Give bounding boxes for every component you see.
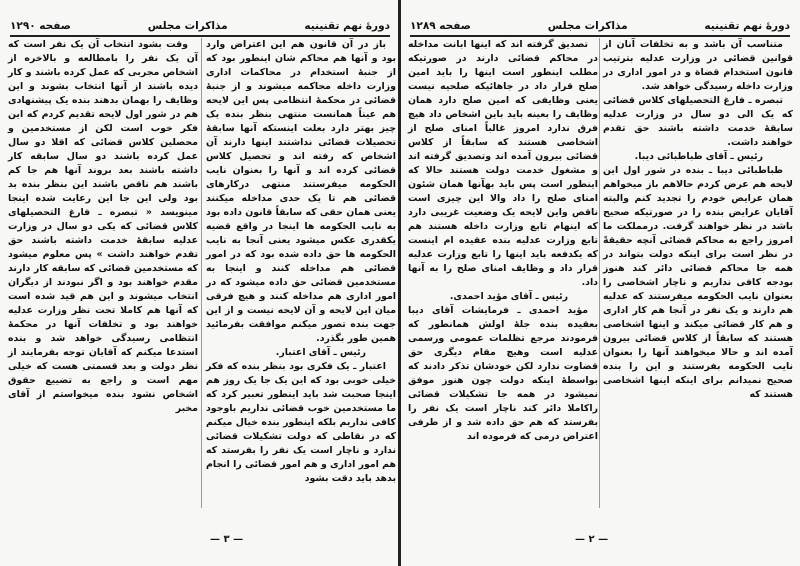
page-footer-number: — ۲ —: [575, 534, 609, 545]
speaker-call: [603, 150, 793, 164]
speaker-name: طباطبائی دیبا ـ: [708, 165, 783, 176]
page-header: [410, 19, 790, 37]
column-divider: [201, 38, 202, 508]
paragraph-text: وقت بشود انتخاب آن یک نفر است که آن یک نفر را بامطالعه و بالاخره از اشخاص مجربی که عمل کرده باشند و کار دیده باشند از آنها انتخاب بشوند و این وظایف را بهمان بدهند بنده یک پیشنهادی هم در شور اول لایحه تقدیم کردم که این فکر خوب است لکن از مستخدمین و محصلین کلاس قضائی که اقلا دو سال عمل کرده باشند دو سال سابقه کار داشته باشند بعد بروند آنها هم جا کم باشند هم ناقص باشند این بنظر بنده بد بود ولی این جا این رعایت شده اینجا مینویسد « تبصره ـ فارغ التحصیلهای کلاس قضائی که یکی دو سال در وزارت عدلیه سابقهٔ خدمت داشته باشند حق تقدم خواهند داشت » پس معلوم میشود که مستخدمین قضائی که سابقه کار دارند مقدم خواهند بود و اگر نبودند از دیگران انتخاب میشوند و این هم قید شده است که آنها هم کاملا تحت نظر وزارت عدلیه خواهند بود و تخلفات آنها در محکمهٔ انتظامی رسیدگی خواهد شد و بنده استدعا میکنم که آقایان توجه بفرمایند از نظر دولت و بعد قسمتی هست که خیلی مهم است و راجع به تضییع حقوق اشخاص نشود بنده میخواستم از آقای مخبر: [8, 39, 198, 414]
paragraph-text: باز در آن قانون هم این اعتراض وارد بود و آنها هم محاکم شان اینطور بود که از جنبهٔ استخدام در محاکمات اداری وزارت داخله محاکمه میشوند و از جنبهٔ قضائی در محکمهٔ انتظامی پس این لایحه هم عیناً همانست منتهی بنظر بنده یک چیز بهتر دارد بعلت اینستکه آنها سابقهٔ تحصیلات قضائی نداشتند اینها دارند آن اشخاص که رفته اند و تحصیل کلاس قضائی کرده اند و آنها را بعنوان نایب الحکومه میفرستند منتهی درکارهای قضائی هم تا یک حدی مداخله میکنند یعنی همان حقی که سابقاً قانون داده بود به نایب الحکومه ها اینجا در واقع قضیه یکقدری عکس میشود یعنی آنجا به نایب الحکومه ها حق داده شده بود که در امور قضائی هم مداخله کنند و اینجا به مستخدمین قضائی حق داده میشود که در امور اداری هم مداخله کنند و هیچ فرقی میان این لایحه و آن لایحه نیست و از این جهت بنده تصور میکنم موافقت بفرمائید همین طور بگذرد.: [206, 39, 396, 344]
page-footer-number: — ۳ —: [210, 534, 244, 545]
paragraph-text: یک فکری بود بنظر بنده که فکر خیلی خوبی بود که این یک جا یک روز هم اینجا صحبت شد باید اینطور تعبیر کرد که ما مستخدمین خوب قضائی نداریم باوجود کافی نداریم بلکه اینطور بنده خیال میکنم که در نقاطی که دولت تشکیلات قضائی ندارد و ناچار است یک نفر را بفرستد که هم امور اداری و هم امور قضائی را انجام بدهد باید دقت بشود: [206, 361, 396, 484]
paragraph-text: بنده در شور اول این لایحه هم عرض کردم حالاهم باز میخواهم همان عرایض خودم را تجدید کنم والبته آقایان عرایض بنده را در صورتیکه صحیح باشد در نظر خواهند گرفت. درمملکت ما امروز راجع به محاکم قضائی آنچه حقیقةً در نظر است برای اینکه دولت بتواند در همه جا محاکم قضائی دائر کند هنوز بودجه کافی نداریم و ناچار اشخاصی را بعنوان نایب الحکومه میفرستند که عدلیه هم دارند و یک نفر در آنجا هم کار اداری و هم کار قضائی میکند و اینها اشخاصی هستند که سابقاً از کلاس قضائی بیرون آمده اند و حالا میخواهند آنها را بعنوان نایب الحکومه بفرستند و این را بنده صحیح نمیدانم برای اینکه اینها اشخاصی هستند که: [603, 165, 793, 400]
text-column-right: [206, 38, 396, 486]
journal-title: مذاکرات مجلس: [547, 20, 628, 32]
paragraph: [603, 94, 793, 150]
paragraph-text: رئیس ـ آقای مؤید احمدی.: [449, 291, 568, 302]
session-label: دورهٔ نهم تقنینیه: [304, 20, 390, 32]
paragraph: [603, 38, 793, 94]
paragraph-text: متناسب آن باشد و به تخلفات آنان از قوانین قضائی در وزارت عدلیه بترتیب قانون استخدام قضاة و در امور اداری در وزارت داخله رسیدگی خواهد شد.: [603, 39, 793, 92]
paragraph-text: رئیس ـ آقای طباطبائی دیبا.: [634, 151, 763, 162]
page-number: صفحه ۱۲۸۹: [410, 20, 471, 32]
speaker-call: [206, 346, 396, 360]
paragraph: [408, 304, 598, 444]
text-column-left: [8, 38, 198, 416]
paragraph-text: تبصره ـ فارغ التحصیلهای کلاس قضائی که یک الی دو سال در وزارت عدلیه سابقهٔ خدمت داشته باشند حق تقدم خواهند داشت.: [603, 95, 793, 148]
text-column-right: [603, 38, 793, 402]
page-header: [10, 19, 390, 37]
page-number: صفحه ۱۲۹۰: [10, 20, 71, 32]
session-label: دورهٔ نهم تقنینیه: [704, 20, 790, 32]
paragraph-text: فرمایشات آقای دیبا بعقیده بنده جلهٔ اولش همانطور که فرمودند مرجع تظلمات عمومی ورسمی عدلیه است وهیچ مقام دیگری حق قضاوت ندارد لکن خودشان تذکر دادند که بواسطهٔ اینکه دولت چون هنوز موفق نمیشود در همه جا تشکیلات قضائی راکاملا دائر کند ناچار است یک نفر را بفرستد که هم حق داده شد و از طرفی اعتراض درمی که فرموده اند: [408, 305, 598, 442]
paragraph: [206, 38, 396, 346]
speaker-call: [408, 290, 598, 304]
paragraph: [408, 38, 598, 290]
paragraph: [603, 164, 793, 402]
speaker-name: مؤید احمدی ـ: [517, 305, 588, 316]
paragraph-text: رئیس ـ آقای اعتبار.: [275, 347, 366, 358]
text-column-left: [408, 38, 598, 444]
journal-title: مذاکرات مجلس: [147, 20, 228, 32]
speaker-name: اعتبار ـ: [353, 361, 386, 372]
paragraph: [206, 360, 396, 486]
paragraph: [8, 38, 198, 416]
paragraph-text: تصدیق گرفته اند که اینها ابانت مداخله در محاکم قضائی دارند در صورتیکه مطلب اینطور است اینها را باید امین صلح قرار داد در جاهائیکه صلحیه نیست یعنی وظایفی که امین صلح دارد همان وظایف را بعینه باید باین اشخاص داد هیچ فرق ندارد امروز غالباً امنای صلح از اشخاصی هستند که سابقاً از کلاس قضائی بیرون آمده اند وتصدیق گرفته اند و مشغول خدمت دولت هستند حالا که اینطور است پس باید بهآنها همان شئون امنای صلح را داد والا این چیزی است ناقص واین لایحه یک وضعیت غریبی دارد که اینهام تابع وزارت داخله هستند هم تابع وزارت عدلیه بنده عقیده ام اینست که یکدفعه باید اینها را تابع وزارت عدلیه قرار داد و وظایف امنای صلح را به آنها داد.: [408, 39, 598, 288]
page-1289: [400, 0, 800, 566]
column-divider: [599, 38, 600, 508]
